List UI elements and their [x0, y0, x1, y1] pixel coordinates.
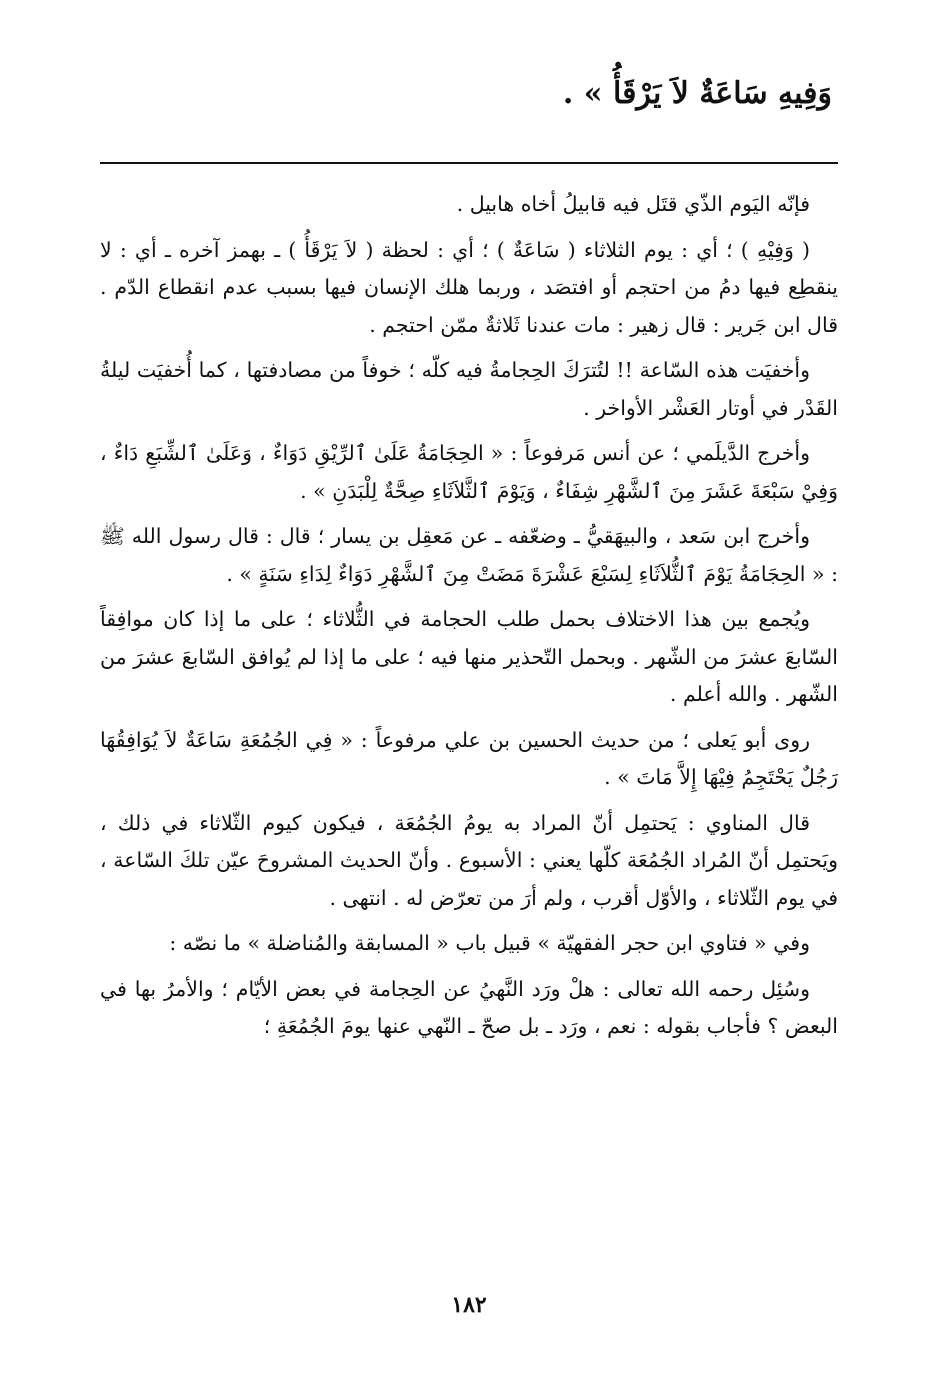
- paragraph: وسُئِل رحمه الله تعالى : هلْ ورَد النَّهيُ عن الحِجامة في بعض الأيّام ؛ والأمرُ بها في البعض ؟ فأجاب بقوله : نعم ، ورَد ـ بل صحّ ـ النّهي عنها يومَ الجُمُعَةِ ؛: [100, 976, 838, 1038]
- matn-line: وَفِيهِ سَاعَةٌ لاَ يَرْقَأُ » .: [562, 76, 832, 111]
- separator-rule: [100, 162, 838, 164]
- commentary-text: [100, 186, 838, 1046]
- paragraph: ( وَفِيْهِ ) ؛ أي : يوم الثلاثاء ( سَاعَةٌ ) ؛ أي : لحظة ( لاَ يَرْقَأُ ) ـ بهمز آخره ـ أي : لا ينقطِع فيها دمُ من احتجم أو افتصَد ، وربما هلك الإنسان فيها بسبب عدم انقطاع الدّم . قال ابن جَرير : قال زهير : مات عندنا ثَلاثةٌ ممّن احتجم .: [100, 237, 838, 337]
- paragraph: روى أبو يَعلى ؛ من حديث الحسين بن علي مرفوعاً : « فِي الجُمُعَةِ سَاعَةٌ لاَ يُوَافِقُهَا رَجُلٌ يَحْتَجِمُ فِيْهَا إِلاَّ مَاتَ » .: [100, 727, 838, 789]
- page-number: ١٨٢: [451, 1292, 487, 1318]
- paragraph: وأخرج ابن سَعد ، والبيهَقيُّ ـ وضعّفه ـ عن مَعقِل بن يسار ؛ قال : قال رسول الله ﷺ : « الحِجَامَةُ يَوْمَ ٱلثُّلاَثَاءِ لِسَبْعَ عَشْرَةَ مَضَتْ مِنَ ٱلشَّهْرِ دَوَاءٌ لِدَاءِ سَنَةٍ » .: [100, 524, 838, 586]
- paragraph: قال المناوي : يَحتمِل أنّ المراد به يومُ الجُمُعَة ، فيكون كيوم الثّلاثاء في ذلك ، ويَحتمِل أنّ المُراد الجُمُعَة كلّها يعني : الأسبوع . وأنّ الحديث المشروحَ عيّن تلكَ السّاعة ، في يوم الثّلاثاء ، والأوّل أقرب ، ولم أرَ من تعرّض له . انتهى .: [100, 810, 838, 910]
- paragraph: ويُجمع بين هذا الاختلاف بحمل طلب الحجامة في الثُّلاثاء ؛ على ما إذا كان موافِقاً السّابعَ عشرَ من الشّهر . وبحمل التّحذير منها فيه ؛ على ما إذا لم يُوافق السّابعَ عشرَ من الشّهر . والله أعلم .: [100, 607, 838, 706]
- paragraph: فإنّه اليَوم الذّي قتَل فيه قابيلُ أخاه هابيل .: [456, 192, 810, 216]
- paragraph: وأخفيَت هذه السّاعة !! لتُترَكَ الحِجامةُ فيه كلّه ؛ خوفاً من مصادفتها ، كما أُخفيَت ليلةُ القَدْر في أوتار العَشْر الأواخر .: [100, 358, 838, 420]
- paragraph: وأخرج الدَّيلَمي ؛ عن أنس مَرفوعاً : « الحِجَامَةُ عَلَىٰ ٱلرِّيْقِ دَوَاءٌ ، وَعَلَىٰ ٱلشِّبَعِ دَاءٌ ، وَفِيْ سَبْعَةَ عَشَرَ مِنَ ٱلشَّهْرِ شِفَاءٌ ، وَيَوْمَ ٱلثَّلاَثَاءِ صِحَّةٌ لِلْبَدَنِ » .: [100, 441, 838, 503]
- paragraph: وفي « فتاوي ابن حجر الفقهيّة » قبيل باب « المسابقة والمُناضلة » ما نصّه :: [169, 931, 810, 955]
